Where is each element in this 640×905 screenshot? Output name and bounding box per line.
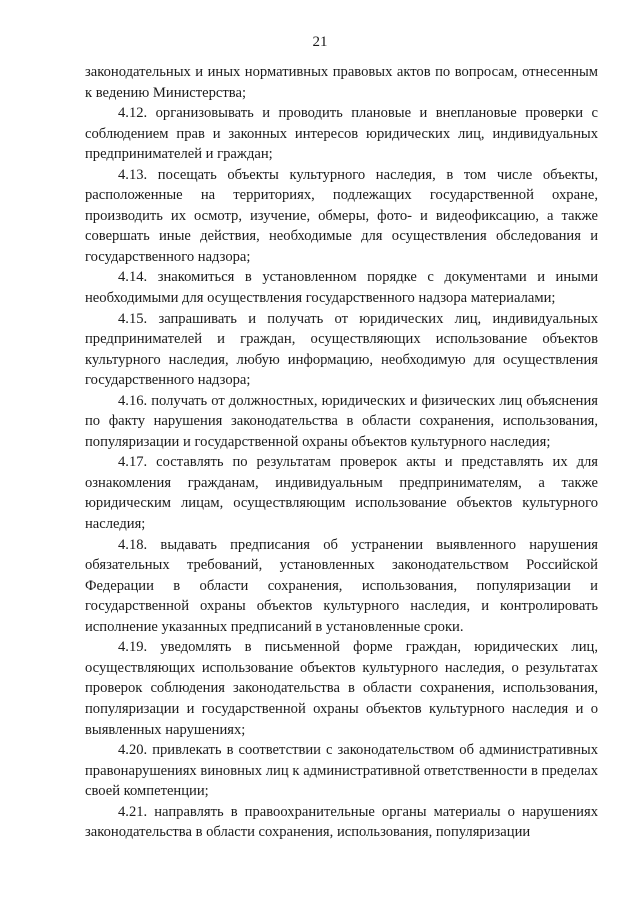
paragraph-4-16: 4.16. получать от должностных, юридических и физических лиц объяснения по факту нарушения законодательства в области сохранения, использования, популяризации и государственной охраны объектов культурного наследия; (85, 392, 598, 450)
paragraph-4-14: 4.14. знакомиться в установленном порядке с документами и иными необходимыми для осуществления государственного надзора материалами; (85, 269, 598, 307)
paragraph-continuation: законодательных и иных нормативных правовых актов по вопросам, отнесенным к ведению Министерства; (85, 64, 598, 101)
document-body (85, 62, 598, 843)
paragraph-4-12: 4.12. организовывать и проводить плановые и внеплановые проверки с соблюдением прав и законных интересов юридических лиц, индивидуальных предпринимателей и граждан; (85, 105, 598, 163)
paragraph-4-21: 4.21. направлять в правоохранительные органы материалы о нарушениях законодательства в области сохранения, использования, популяризации (85, 803, 598, 841)
paragraph-4-19: 4.19. уведомлять в письменной форме граждан, юридических лиц, осуществляющих использование объектов культурного наследия, о результатах проверок соблюдения законодательства в области сохранения, использования, популяризации и государственной охраны объектов культурного наследия и о выявленных нарушениях; (85, 639, 598, 738)
page-number: 21 (312, 34, 328, 50)
paragraph-4-15: 4.15. запрашивать и получать от юридических лиц, индивидуальных предпринимателей и граждан, осуществляющих использование объектов культурного наследия, любую информацию, необходимую для осуществления государственного надзора; (85, 310, 598, 389)
paragraph-4-17: 4.17. составлять по результатам проверок акты и представлять их для ознакомления гражданам, индивидуальным предпринимателям, а также юридическим лицам, осуществляющим использование объектов культурного наследия; (85, 454, 598, 533)
paragraph-4-20: 4.20. привлекать в соответствии с законодательством об административных правонарушениях виновных лиц к административной ответственности в пределах своей компетенции; (85, 742, 598, 800)
paragraph-4-13: 4.13. посещать объекты культурного наследия, в том числе объекты, расположенные на территориях, подлежащих государственной охране, производить их осмотр, изучение, обмеры, фото- и видеофиксацию, а также совершать иные действия, необходимые для осуществления обследования и государственного надзора; (85, 166, 598, 265)
paragraph-4-18: 4.18. выдавать предписания об устранении выявленного нарушения обязательных требований, установленных законодательством Российской Федерации в области сохранения, использования, популяризации и государственной охраны объектов культурного наследия, и контролировать исполнение указанных предписаний в установленные сроки. (85, 536, 598, 635)
